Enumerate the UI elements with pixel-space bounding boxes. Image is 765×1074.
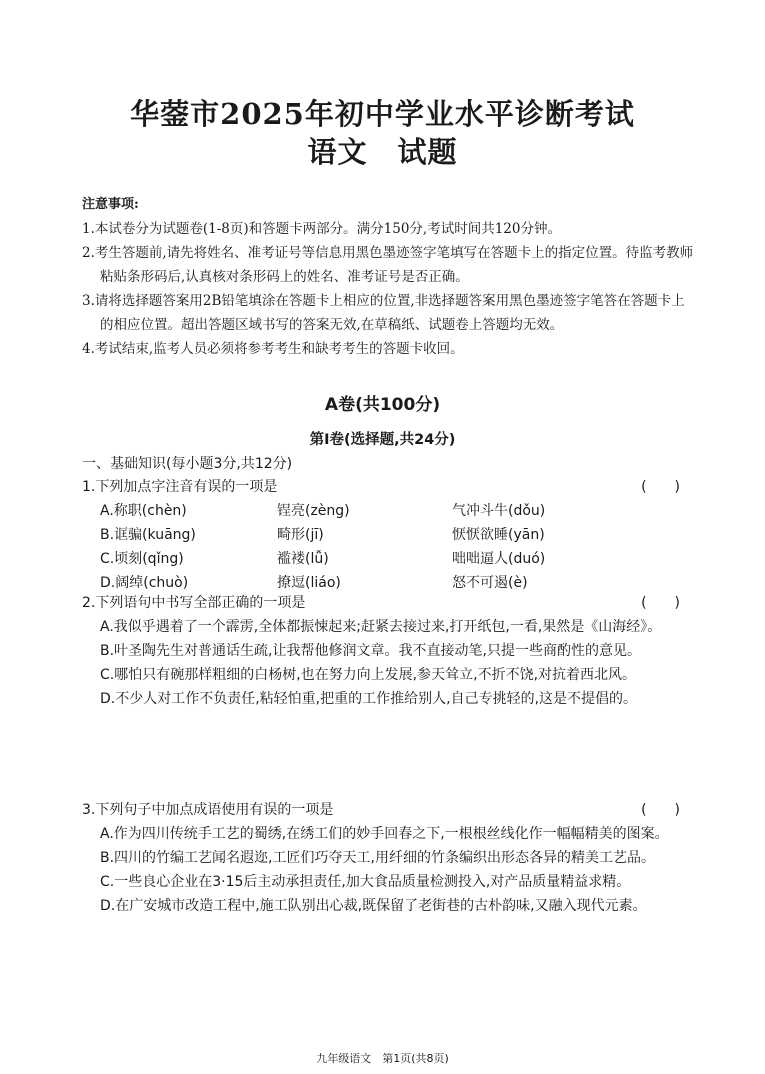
answer-bracket: ( ) [641,479,680,495]
option-c-3: 咄咄逼人(duó) [452,551,546,567]
question-3 [82,798,690,918]
question-stem: 1.下列加点字注音有误的一项是 [82,479,278,495]
option-b-3: 恹恹欲睡(yān) [452,527,545,543]
notice-heading: 注意事项: [82,197,139,212]
option-grid [82,499,690,595]
part-one-heading: 一、基础知识(每小题3分,共12分) [82,456,293,472]
question-stem: 2.下列语句中书写全部正确的一项是 [82,595,306,611]
option-d-3: 怒不可遏(è) [452,575,528,591]
subject-title: 语文 试题 [307,135,458,169]
option-a-3: 气冲斗牛(dǒu) [452,503,546,519]
option-b-2: 畸形(jī) [277,527,324,543]
option-d-1: D.阔绰(chuò) [100,575,189,591]
option-c-2: 褴褛(lǚ) [277,551,329,567]
section-i-heading: 第Ⅰ卷(选择题,共24分) [309,432,456,448]
option-a: A.我似乎遇着了一个霹雳,全体都振悚起来;赶紧去接过来,打开纸包,一看,果然是《山海经》。 [100,619,662,635]
notice-item: 4.考试结束,监考人员必须将参考考生和缺考考生的答题卡收回。 [82,341,464,357]
question-1 [82,475,690,595]
option-d: D.不少人对工作不负责任,粘轻怕重,把重的工作推给别人,自己专挑轻的,这是不提倡的。 [100,691,638,707]
section-a-heading: A卷(共100分) [324,395,441,415]
option-c: C.一些良心企业在3·15后主动承担责任,加大食品质量检测投入,对产品质量精益求精。 [100,874,631,890]
option-c: C.哪怕只有碗那样粗细的白杨树,也在努力向上发展,参天耸立,不折不饶,对抗着西北风。 [100,667,637,683]
option-b: B.四川的竹编工艺闻名遐迩,工匠们巧夺天工,用纤细的竹条编织出形态各异的精美工艺品。 [100,850,655,866]
option-a-1: A.称职(chèn) [100,503,187,519]
notice-block [82,193,697,361]
notice-item: 3.请将选择题答案用2B铅笔填涂在答题卡上相应的位置,非选择题答案用黑色墨迹签字笔答在答题卡上的相应位置。超出答题区域书写的答案无效,在草稿纸、试题卷上答题均无效。 [82,293,685,333]
option-d: D.在广安城市改造工程中,施工队别出心裁,既保留了老街巷的古朴韵味,又融入现代元素。 [100,898,647,914]
option-b-1: B.诓骗(kuāng) [100,527,196,543]
option-a: A.作为四川传统手工艺的蜀绣,在绣工们的妙手回春之下,一根根丝线化作一幅幅精美的图案。 [100,826,669,842]
page-footer: 九年级语文 第1页(共8页) [316,1052,449,1065]
exam-title: 华蓥市2025年初中学业水平诊断考试 [130,97,635,131]
question-2 [82,591,690,711]
option-c-1: C.顷刻(qǐng) [100,551,184,567]
notice-item: 2.考生答题前,请先将姓名、准考证号等信息用黑色墨迹签字笔填写在答题卡上的指定位置。待监考教师粘贴条形码后,认真核对条形码上的姓名、准考证号是否正确。 [82,245,694,285]
notice-item: 1.本试卷分为试题卷(1-8页)和答题卡两部分。满分150分,考试时间共120分钟。 [82,221,561,237]
option-b: B.叶圣陶先生对普通话生疏,让我帮他修润文章。我不直接动笔,只提一些商酌性的意见。 [100,643,641,659]
option-a-2: 锃亮(zèng) [277,503,350,519]
answer-bracket: ( ) [641,802,680,818]
answer-bracket: ( ) [641,595,680,611]
question-stem: 3.下列句子中加点成语使用有误的一项是 [82,802,334,818]
option-d-2: 撩逗(liáo) [277,575,341,591]
